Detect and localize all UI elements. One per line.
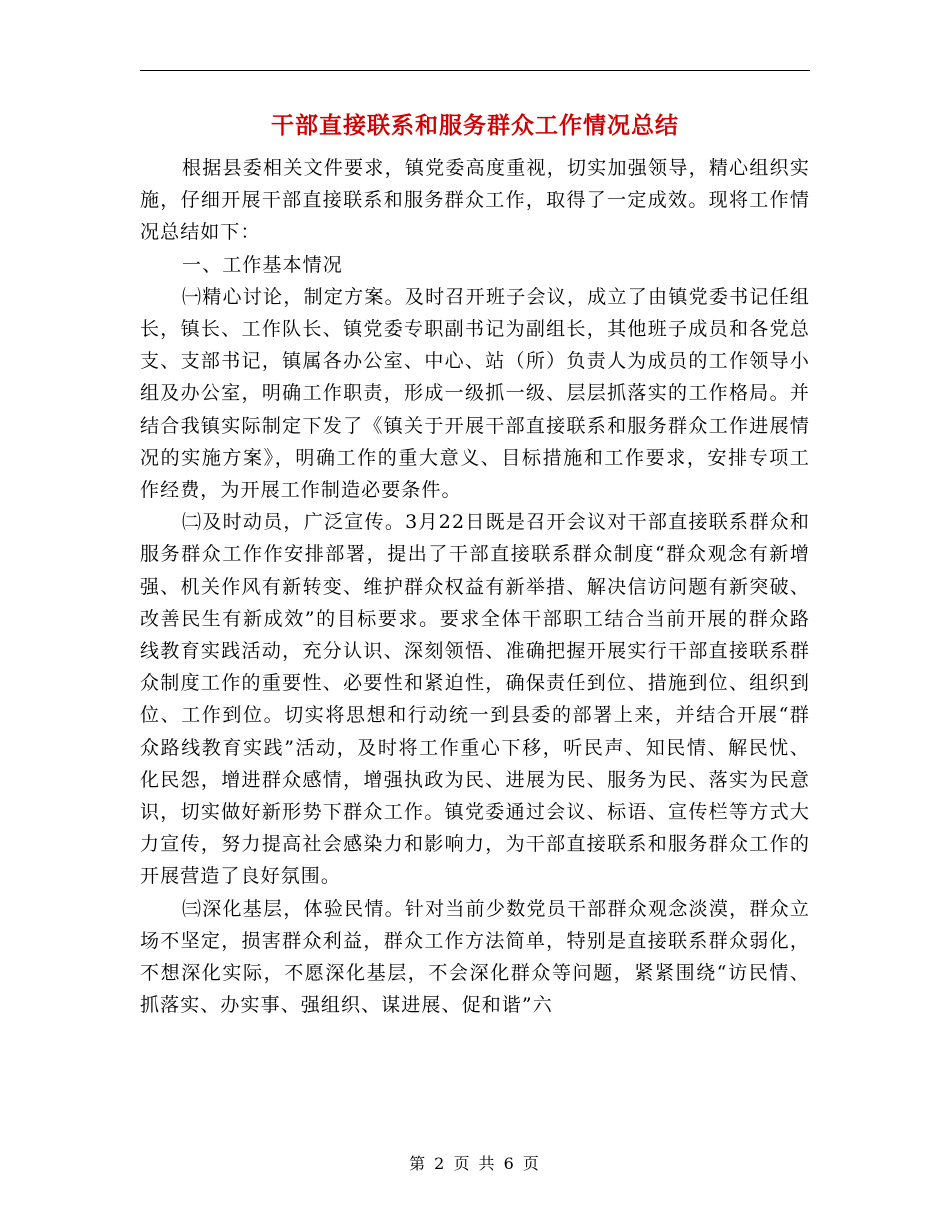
- paragraph-intro: 根据县委相关文件要求，镇党委高度重视，切实加强领导，精心组织实施，仔细开展干部直接联系和服务群众工作，取得了一定成效。现将工作情况总结如下：: [140, 157, 810, 244]
- page-number-footer: 第 2 页 共 6 页: [409, 1154, 541, 1173]
- paragraph-item-2: ㈡及时动员，广泛宣传。3月22日既是召开会议对干部直接联系群众和服务群众工作作安排部署，提出了干部直接联系群众制度“群众观念有新增强、机关作风有新转变、维护群众权益有新举措、解决信访问题有新突破、改善民生有新成效”的目标要求。要求全体干部职工结合当前开展的群众路线教育实践活动，充分认识、深刻领悟、准确把握开展实行干部直接联系群众制度工作的重要性、必要性和紧迫性，确保责任到位、措施到位、组织到位、工作到位。切实将思想和行动统一到县委的部署上来，并结合开展“群众路线教育实践”活动，及时将工作重心下移，听民声、知民情、解民忧、化民怨，增进群众感情，增强执政为民、进展为民、服务为民、落实为民意识，切实做好新形势下群众工作。镇党委通过会议、标语、宣传栏等方式大力宣传，努力提高社会感染力和影响力，为干部直接联系和服务群众工作的开展营造了良好氛围。: [140, 511, 810, 888]
- document-body: [140, 152, 810, 1021]
- paragraph-item-1: ㈠精心讨论，制定方案。及时召开班子会议，成立了由镇党委书记任组长，镇长、工作队长、镇党委专职副书记为副组长，其他班子成员和各党总支、支部书记，镇属各办公室、中心、站（所）负责人为成员的工作领导小组及办公室，明确工作职责，形成一级抓一级、层层抓落实的工作格局。并结合我镇实际制定下发了《镇关于开展干部直接联系和服务群众工作进展情况的实施方案》，明确工作的重大意义、目标措施和工作要求，安排专项工作经费，为开展工作制造必要条件。: [140, 285, 810, 502]
- header-rule: [140, 70, 810, 71]
- document-title: 干部直接联系和服务群众工作情况总结: [271, 112, 679, 139]
- paragraph-item-3: ㈢深化基层，体验民情。针对当前少数党员干部群众观念淡漠，群众立场不坚定，损害群众利益，群众工作方法简单，特别是直接联系群众弱化，不想深化实际，不愿深化基层，不会深化群众等问题，紧紧围绕“访民情、抓落实、办实事、强组织、谋进展、促和谐”六: [140, 897, 810, 1017]
- section-heading-basic-situation: 一、工作基本情况: [182, 253, 343, 276]
